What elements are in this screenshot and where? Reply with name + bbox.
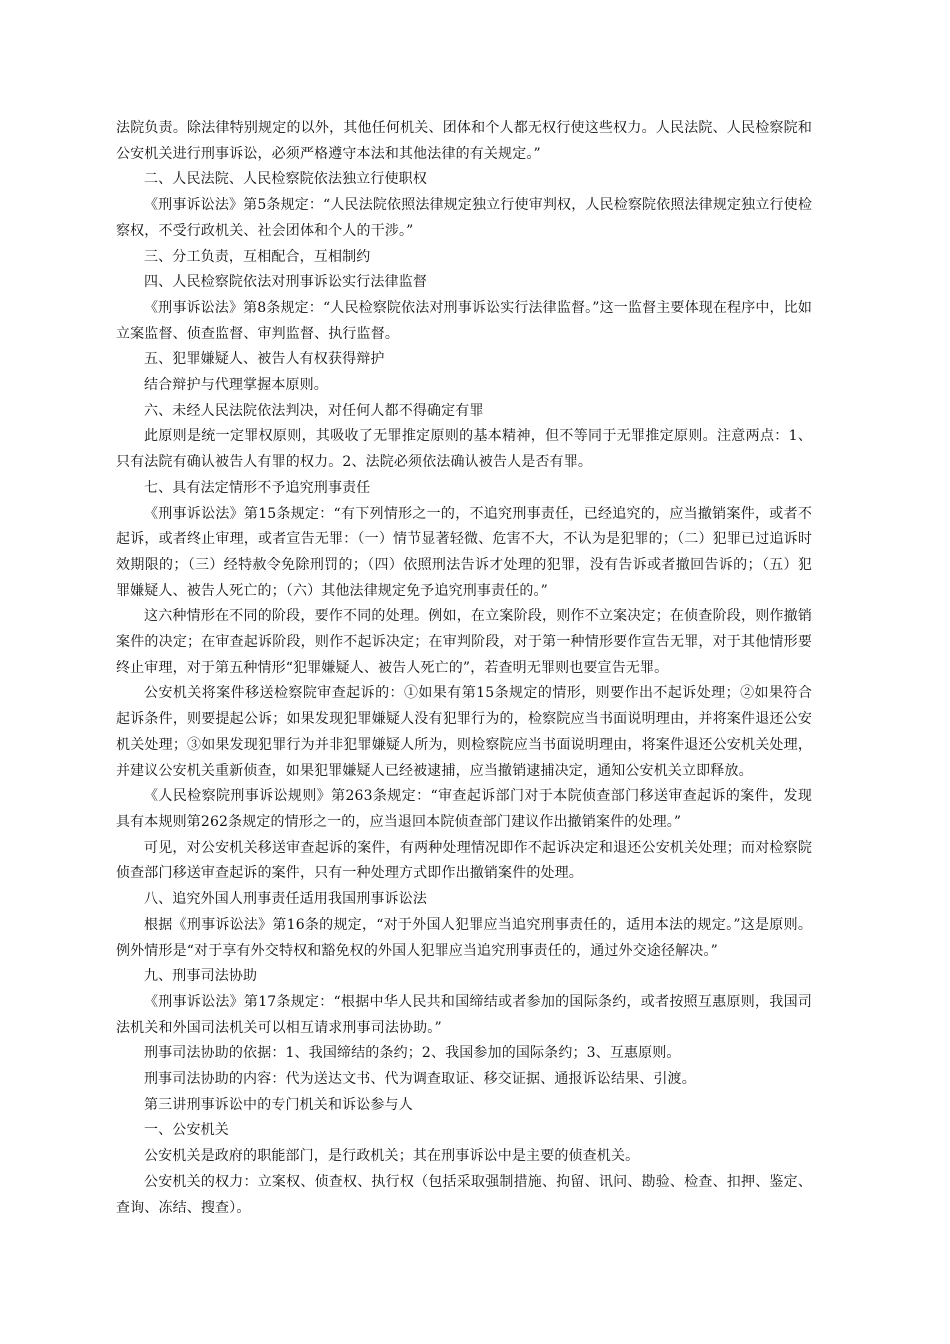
paragraph: 可见，对公安机关移送审查起诉的案件，有两种处理情况即作不起诉决定和退还公安机关处理；而对检察院侦查部门移送审查起诉的案件，只有一种处理方式即作出撤销案件的处理。 [116,839,812,882]
paragraph: 《刑事诉讼法》第15条规定：“有下列情形之一的，不追究刑事责任，已经追究的，应当撤销案件，或者不起诉，或者终止审理，或者宣告无罪：（一）情节显著轻微、危害不大，不认为是犯罪的；（二）犯罪已过追诉时效期限的；（三）经特赦令免除刑罚的；（四）依照刑法告诉才处理的犯罪，没有告诉或者撤回告诉的；（五）犯罪嫌疑人、被告人死亡的；（六）其他法律规定免予追究刑事责任的。” [116,505,812,599]
paragraph: 公安机关将案件移送检察院审查起诉的：①如果有第15条规定的情形，则要作出不起诉处理；②如果符合起诉条件，则要提起公诉；如果发现犯罪嫌疑人没有犯罪行为的，检察院应当书面说明理由，并将案件退还公安机关处理；③如果发现犯罪行为并非犯罪嫌疑人所为，则检察院应当书面说明理由，将案件退还公安机关处理，并建议公安机关重新侦查，如果犯罪嫌疑人已经被逮捕，应当撤销逮捕决定，通知公安机关立即释放。 [116,685,812,779]
paragraph: 刑事司法协助的依据：1、我国缔结的条约；2、我国参加的国际条约；3、互惠原则。 [144,1045,681,1062]
paragraph: 公安机关是政府的职能部门，是行政机关；其在刑事诉讼中是主要的侦查机关。 [144,1148,640,1165]
section-heading: 一、公安机关 [144,1122,229,1139]
paragraph: 此原则是统一定罪权原则，其吸收了无罪推定原则的基本精神，但不等同于无罪推定原则。注意两点：1、只有法院有确认被告人有罪的权力。2、法院必须依法确认被告人是否有罪。 [116,428,812,471]
document-body [116,116,812,1221]
section-heading: 四、人民检察院依法对刑事诉讼实行法律监督 [144,274,427,291]
paragraph: 这六种情形在不同的阶段，要作不同的处理。例如，在立案阶段，则作不立案决定；在侦查阶段，则作撤销案件的决定；在审查起诉阶段，则作不起诉决定；在审判阶段，对于第一种情形要作宣告无罪，对于其他情形要终止审理，对于第五种情形“犯罪嫌疑人、被告人死亡的”，若查明无罪则也要宣告无罪。 [116,608,812,676]
chapter-heading: 第三讲刑事诉讼中的专门机关和诉讼参与人 [144,1096,413,1113]
section-heading: 二、人民法院、人民检察院依法独立行使职权 [144,171,427,188]
paragraph: 刑事司法协助的内容：代为送达文书、代为调查取证、移交证据、通报诉讼结果、引渡。 [144,1071,696,1088]
section-heading: 八、追究外国人刑事责任适用我国刑事诉讼法 [144,891,427,908]
paragraph: 《人民检察院刑事诉讼规则》第263条规定：“审查起诉部门对于本院侦查部门移送审查起诉的案件，发现具有本规则第262条规定的情形之一的，应当退回本院侦查部门建议作出撤销案件的处理。” [116,788,812,830]
paragraph: 《刑事诉讼法》第17条规定：“根据中华人民共和国缔结或者参加的国际条约，或者按照互惠原则，我国司法机关和外国司法机关可以相互请求刑事司法协助。” [116,993,812,1036]
paragraph: 公安机关的权力：立案权、侦查权、执行权（包括采取强制措施、拘留、讯问、勘验、检查、扣押、鉴定、查询、冻结、搜查）。 [116,1173,812,1216]
paragraph: 《刑事诉讼法》第5条规定：“人民法院依照法律规定独立行使审判权，人民检察院依照法律规定独立行使检察权，不受行政机关、社会团体和个人的干涉。” [116,197,812,239]
section-heading: 六、未经人民法院依法判决，对任何人都不得确定有罪 [144,402,484,419]
section-heading: 三、分工负责，互相配合，互相制约 [144,248,371,265]
section-heading: 七、具有法定情形不予追究刑事责任 [144,479,371,496]
paragraph: 结合辩护与代理掌握本原则。 [144,377,328,394]
paragraph: 根据《刑事诉讼法》第16条的规定，“对于外国人犯罪应当追究刑事责任的，适用本法的规定。”这是原则。例外情形是“对于享有外交特权和豁免权的外国人犯罪应当追究刑事责任的，通过外交途径解决。” [116,916,812,959]
section-heading: 五、犯罪嫌疑人、被告人有权获得辩护 [144,351,385,368]
section-heading: 九、刑事司法协助 [144,968,258,985]
paragraph: 法院负责。除法律特别规定的以外，其他任何机关、团体和个人都无权行使这些权力。人民法院、人民检察院和公安机关进行刑事诉讼，必须严格遵守本法和其他法律的有关规定。” [116,120,812,162]
paragraph: 《刑事诉讼法》第8条规定：“人民检察院依法对刑事诉讼实行法律监督。”这一监督主要体现在程序中，比如立案监督、侦查监督、审判监督、执行监督。 [116,299,812,342]
